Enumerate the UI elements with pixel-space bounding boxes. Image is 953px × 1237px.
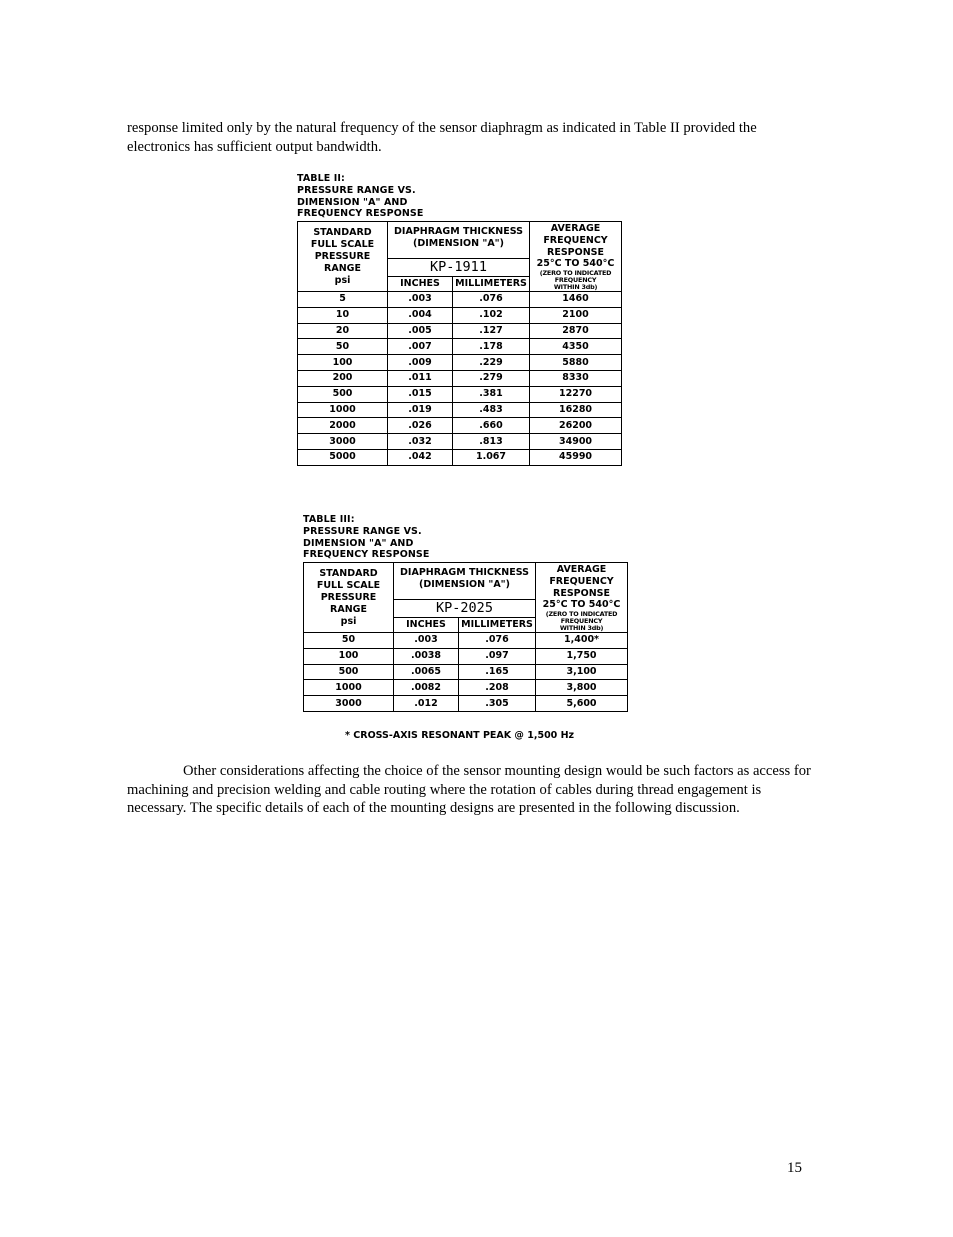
header-line: FULL SCALE	[316, 579, 381, 591]
header-line: DIAPHRAGM THICKNESS	[400, 567, 529, 579]
cell-frequency: 5,600	[536, 696, 628, 712]
table-row	[298, 449, 622, 465]
table-3-block	[303, 514, 628, 712]
header-line: psi	[340, 615, 357, 627]
table-2-caption	[297, 173, 622, 220]
cell-inches: .015	[388, 386, 453, 402]
page-number: 15	[787, 1160, 802, 1176]
header-inches: INCHES	[388, 276, 453, 291]
cell-inches: .012	[394, 696, 459, 712]
cell-inches: .042	[388, 449, 453, 465]
cell-inches: .0038	[394, 648, 459, 664]
table-row	[298, 339, 622, 355]
cell-millimeters: .165	[459, 664, 536, 680]
caption-line: TABLE III:	[303, 514, 355, 525]
table-row	[298, 418, 622, 434]
table-row	[298, 370, 622, 386]
table-row	[298, 434, 622, 450]
header-model: KP-1911	[388, 258, 530, 276]
cell-frequency: 5880	[530, 355, 622, 371]
caption-line: TABLE II:	[297, 173, 345, 184]
cell-millimeters: .279	[453, 370, 530, 386]
cell-frequency: 34900	[530, 434, 622, 450]
cell-pressure-range: 2000	[298, 418, 388, 434]
cell-inches: .003	[388, 292, 453, 308]
header-line: AVERAGE	[550, 223, 601, 235]
table-2	[297, 221, 622, 466]
header-model: KP-2025	[394, 599, 536, 617]
header-frequency-response	[536, 563, 628, 633]
table-row	[304, 696, 628, 712]
header-diaphragm-thickness	[394, 563, 536, 599]
cell-frequency: 2100	[530, 307, 622, 323]
cell-inches: .005	[388, 323, 453, 339]
header-note-line: (ZERO TO INDICATED	[545, 610, 618, 618]
header-millimeters: MILLIMETERS	[459, 617, 536, 632]
header-line: (DIMENSION "A")	[419, 579, 510, 591]
header-line: psi	[334, 274, 351, 286]
caption-line: PRESSURE RANGE VS.	[297, 184, 416, 196]
cell-millimeters: .076	[459, 633, 536, 649]
cell-inches: .009	[388, 355, 453, 371]
cell-pressure-range: 3000	[298, 434, 388, 450]
cell-inches: .003	[394, 633, 459, 649]
table-row	[298, 386, 622, 402]
cell-pressure-range: 50	[304, 633, 394, 649]
cell-inches: .011	[388, 370, 453, 386]
header-line: 25°C TO 540°C	[542, 599, 621, 611]
cell-millimeters: .097	[459, 648, 536, 664]
cell-pressure-range: 10	[298, 307, 388, 323]
header-standard-range	[298, 222, 388, 292]
cell-pressure-range: 5000	[298, 449, 388, 465]
cell-inches: .007	[388, 339, 453, 355]
header-note-line: FREQUENCY	[560, 617, 603, 625]
cell-millimeters: .305	[459, 696, 536, 712]
caption-line: DIMENSION "A" AND	[297, 196, 408, 208]
table-row	[298, 355, 622, 371]
header-note-line: FREQUENCY	[554, 276, 597, 284]
cell-inches: .0065	[394, 664, 459, 680]
cell-millimeters: .229	[453, 355, 530, 371]
header-line: FREQUENCY	[549, 575, 614, 587]
cell-millimeters: .208	[459, 680, 536, 696]
header-note-line: WITHIN 3db)	[553, 283, 598, 291]
cell-millimeters: .102	[453, 307, 530, 323]
header-diaphragm-thickness	[388, 222, 530, 258]
header-line: FREQUENCY	[543, 234, 608, 246]
header-line: STANDARD	[319, 567, 378, 579]
table-row	[298, 292, 622, 308]
table-3-caption	[303, 514, 628, 561]
header-line: PRESSURE RANGE	[314, 250, 371, 274]
cell-frequency: 3,800	[536, 680, 628, 696]
cell-frequency: 12270	[530, 386, 622, 402]
cell-millimeters: 1.067	[453, 449, 530, 465]
caption-line: FREQUENCY RESPONSE	[297, 208, 424, 220]
cell-pressure-range: 500	[304, 664, 394, 680]
header-line: PRESSURE RANGE	[320, 591, 377, 615]
table-3-footnote: * CROSS-AXIS RESONANT PEAK @ 1,500 Hz	[345, 730, 575, 741]
cell-pressure-range: 50	[298, 339, 388, 355]
table-row	[304, 648, 628, 664]
cell-inches: .004	[388, 307, 453, 323]
cell-frequency: 3,100	[536, 664, 628, 680]
paragraph-bottom: Other considerations affecting the choice of the sensor mounting design would be such factors as access for machining and precision welding and cable routing where the rotation of cables during thread engagement is necessary. The specific details of each of the mounting designs are presented in the following discussion.	[127, 763, 811, 817]
cell-inches: .026	[388, 418, 453, 434]
cell-millimeters: .483	[453, 402, 530, 418]
table-row	[304, 680, 628, 696]
cell-inches: .0082	[394, 680, 459, 696]
table-row	[298, 323, 622, 339]
cell-frequency: 1,750	[536, 648, 628, 664]
table-row	[298, 307, 622, 323]
header-line: 25°C TO 540°C	[536, 258, 615, 270]
cell-pressure-range: 100	[304, 648, 394, 664]
paragraph-top: response limited only by the natural frequency of the sensor diaphragm as indicated in Table II provided the electronics has sufficient output bandwidth.	[127, 120, 757, 155]
caption-line: FREQUENCY RESPONSE	[303, 549, 430, 561]
cell-frequency: 8330	[530, 370, 622, 386]
cell-pressure-range: 500	[298, 386, 388, 402]
table-3	[303, 562, 628, 712]
header-line: RESPONSE	[553, 587, 610, 599]
cell-frequency: 1460	[530, 292, 622, 308]
cell-pressure-range: 20	[298, 323, 388, 339]
header-line: DIAPHRAGM THICKNESS	[394, 226, 523, 238]
table-2-body	[298, 292, 622, 466]
cell-pressure-range: 5	[298, 292, 388, 308]
header-inches: INCHES	[394, 617, 459, 632]
cell-frequency: 16280	[530, 402, 622, 418]
cell-frequency: 4350	[530, 339, 622, 355]
cell-inches: .032	[388, 434, 453, 450]
caption-line: DIMENSION "A" AND	[303, 537, 414, 549]
table-row	[298, 402, 622, 418]
cell-pressure-range: 3000	[304, 696, 394, 712]
cell-inches: .019	[388, 402, 453, 418]
cell-millimeters: .813	[453, 434, 530, 450]
cell-frequency: 26200	[530, 418, 622, 434]
table-2-block	[297, 173, 622, 466]
header-line: RESPONSE	[547, 246, 604, 258]
table-3-body	[304, 633, 628, 712]
caption-line: PRESSURE RANGE VS.	[303, 525, 422, 537]
cell-millimeters: .178	[453, 339, 530, 355]
cell-millimeters: .381	[453, 386, 530, 402]
cell-frequency: 45990	[530, 449, 622, 465]
header-note-line: WITHIN 3db)	[559, 624, 604, 632]
header-frequency-response	[530, 222, 622, 292]
header-note-line: (ZERO TO INDICATED	[539, 269, 612, 277]
table-row	[304, 664, 628, 680]
cell-pressure-range: 1000	[304, 680, 394, 696]
cell-millimeters: .076	[453, 292, 530, 308]
table-row	[304, 633, 628, 649]
cell-millimeters: .127	[453, 323, 530, 339]
header-line: STANDARD	[313, 226, 372, 238]
cell-millimeters: .660	[453, 418, 530, 434]
cell-pressure-range: 200	[298, 370, 388, 386]
header-millimeters: MILLIMETERS	[453, 276, 530, 291]
cell-frequency: 2870	[530, 323, 622, 339]
header-line: (DIMENSION "A")	[413, 238, 504, 250]
header-line: FULL SCALE	[310, 238, 375, 250]
header-standard-range	[304, 563, 394, 633]
header-line: AVERAGE	[556, 564, 607, 576]
cell-pressure-range: 100	[298, 355, 388, 371]
cell-pressure-range: 1000	[298, 402, 388, 418]
cell-frequency: 1,400*	[536, 633, 628, 649]
